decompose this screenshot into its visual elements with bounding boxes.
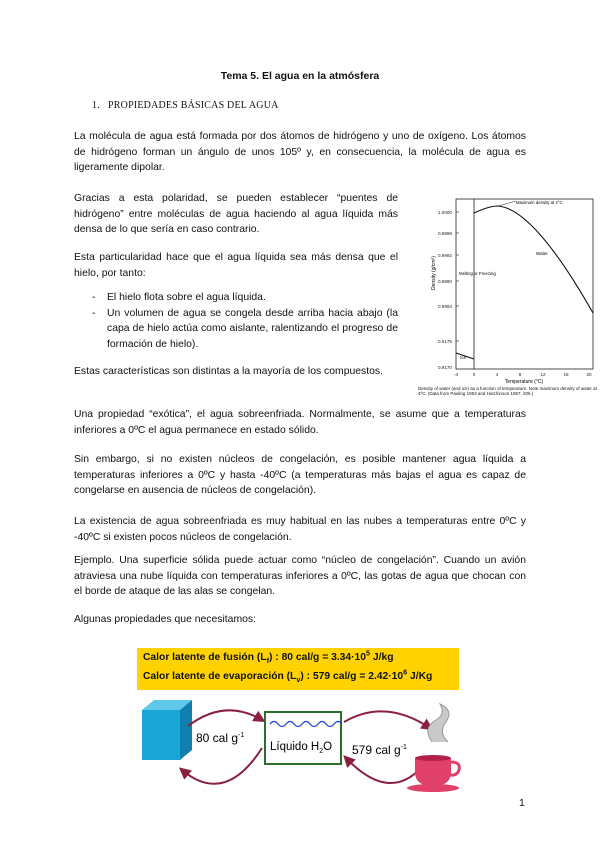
phase-diagram-svg bbox=[130, 698, 470, 808]
water-annotation: Water bbox=[536, 251, 548, 256]
y-tick-label: 0.9175 bbox=[437, 339, 452, 344]
density-figure bbox=[404, 193, 600, 413]
figure-caption: Density of water (and ice) as a function of temperature. Note maximum density of water at 4ºC. (Data from Pauling 1953 and Hutchinson 1957, 206.) bbox=[418, 386, 597, 397]
paragraph-3: Esta particularidad hace que el agua líquida sea más densa que el hielo, por tanto: bbox=[74, 252, 398, 279]
density-chart bbox=[404, 193, 600, 413]
latent-evaporation-line: Calor latente de evaporación $(L_v)$ : 579 $cal/g = 2.42\cdot 10^6$ J/Kg bbox=[143, 667, 433, 685]
y-tick-label: 0.9170 bbox=[437, 365, 452, 370]
y-axis-label: Density (g/cm³) bbox=[431, 256, 437, 290]
latent-fusion-line: Calor latente de fusión $(L_f)$ : 80 $cal/g = 3.34\cdot 10^5$ J/kg bbox=[143, 648, 394, 666]
latent-heat-box bbox=[137, 648, 459, 690]
steam-icon bbox=[428, 704, 449, 742]
section-number: 1. bbox=[92, 100, 100, 111]
paragraph-6: Sin embargo, si no existen núcleos de congelación, es posible mantener agua líquida a temperaturas inferiores a 0ºC y hasta -40ºC (a temperaturas más bajas el agua es capaz de congelarse en ausencia de núcleos de congelación). bbox=[74, 454, 526, 496]
y-tick-label: 0.9998 bbox=[437, 231, 452, 236]
paragraph-8: Ejemplo. Una superficie sólida puede actuar como “núcleo de congelación”. Cuando un avión atraviesa una nube líquida con temperaturas inferiores a 0ºC, las gotas de agua que chocan con el borde de ataque de las alas se congelan. bbox=[74, 555, 526, 597]
bullet-item: - Un volumen de agua se congela desde arriba hacia abajo (la capa de hielo actúa como aislante, ralentizando el progreso de formación de hielo). bbox=[92, 306, 398, 353]
section-heading bbox=[92, 100, 279, 111]
water-curve bbox=[474, 206, 593, 313]
arrow-condense bbox=[346, 758, 426, 783]
fusion-heat-label: 80 cal $g^{-1}$ bbox=[196, 731, 245, 745]
max-density-annotation: Maximum density at 4°C bbox=[516, 200, 563, 205]
phase-diagram bbox=[130, 698, 470, 808]
x-tick-label: 16 bbox=[563, 372, 569, 377]
y-tick-label: 0.9990 bbox=[437, 279, 452, 284]
bullet-list bbox=[92, 290, 398, 352]
liquid-label: Líquido $H_2O$ bbox=[270, 741, 333, 755]
paragraph-4: Estas características son distintas a la mayoría de los compuestos. bbox=[74, 366, 383, 377]
ice-annotation: Ice bbox=[460, 355, 467, 360]
ice-cube-icon bbox=[142, 700, 192, 760]
x-axis-label: Temperature (°C) bbox=[504, 379, 544, 385]
x-tick-label: 0 bbox=[472, 372, 476, 377]
y-tick-label: 0.9992 bbox=[437, 253, 452, 258]
section-label: PROPIEDADES BÁSICAS DEL AGUA bbox=[108, 100, 279, 111]
y-tick-label: 1.0000 bbox=[437, 210, 452, 215]
paragraph-7: La existencia de agua sobreenfriada es muy habitual en las nubes a temperaturas entre 0ºC y -40ºC si existen pocos núcleos de congelación. bbox=[74, 516, 526, 543]
x-tick-label: 12 bbox=[540, 372, 546, 377]
bullet-item: - El hielo flota sobre el agua líquida. bbox=[92, 290, 398, 306]
melting-annotation: Melting or Freezing bbox=[459, 271, 496, 276]
liquid-box bbox=[265, 712, 341, 764]
paragraph-5: Una propiedad “exótica”, el agua sobreenfriada. Normalmente, se asume que a temperaturas inferiores a 0ºC el agua permanece en estado sólido. bbox=[74, 409, 526, 436]
x-tick-label: 8 bbox=[518, 372, 522, 377]
arrow-freeze bbox=[182, 748, 262, 784]
page-number: 1 bbox=[519, 797, 525, 809]
x-tick-label: -4 bbox=[453, 372, 459, 377]
x-tick-label: 20 bbox=[586, 372, 592, 377]
paragraph-9: Algunas propiedades que necesitamos: bbox=[74, 614, 256, 625]
y-tick-label: 0.9994 bbox=[437, 304, 452, 309]
paragraph-2: Gracias a esta polaridad, se pueden establecer “puentes de hidrógeno” entre moléculas de agua haciendo al agua líquida más densa de lo que sería en caso contrario. bbox=[74, 193, 398, 235]
arrow-melt bbox=[188, 710, 262, 726]
plot-frame bbox=[456, 199, 593, 369]
evaporation-heat-label: 579 cal $g^{-1}$ bbox=[352, 743, 407, 757]
x-tick-label: 4 bbox=[495, 372, 499, 377]
paragraph-1: La molécula de agua está formada por dos átomos de hidrógeno y uno de oxígeno. Los átomos de hidrógeno forman un ángulo de unos 105º y, en consecuencia, la molécula de agua es ligeramente dipolar. bbox=[74, 131, 526, 173]
page-title: Tema 5. El agua en la atmósfera bbox=[220, 70, 380, 82]
arrow-evaporate bbox=[344, 711, 430, 728]
